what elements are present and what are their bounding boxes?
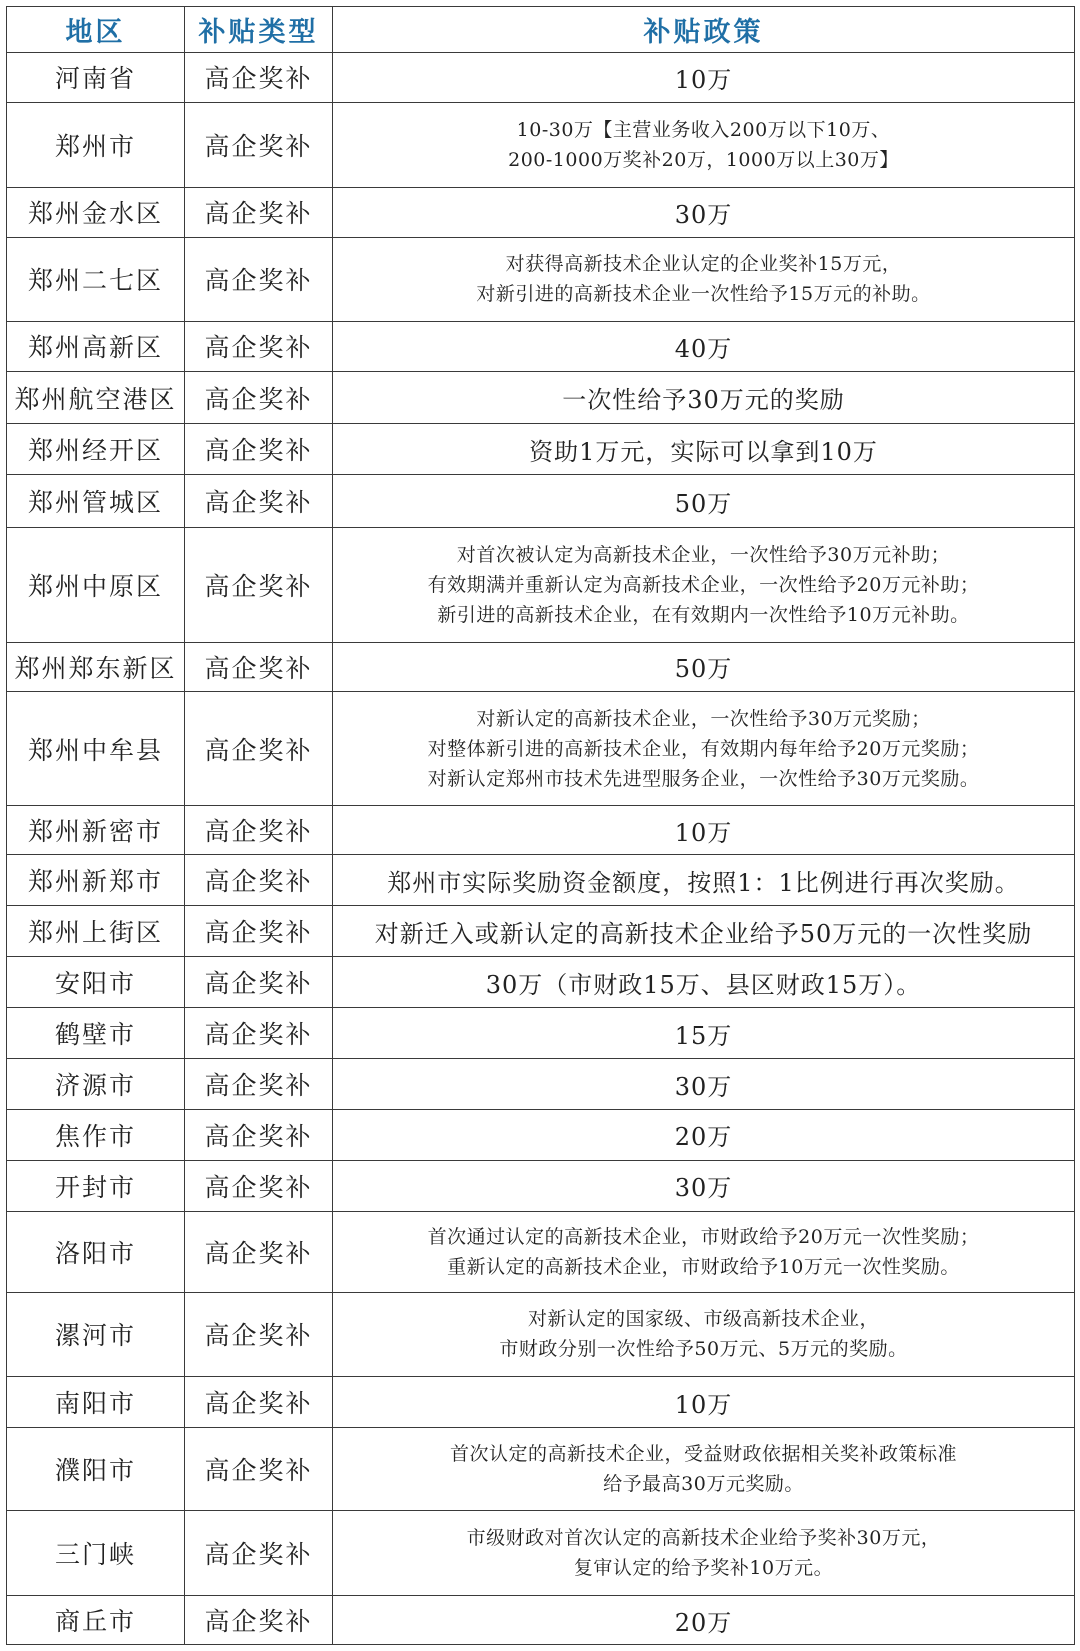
policy-cell [333,424,1075,475]
subsidy-type-cell: 高企奖补 [185,1511,333,1596]
policy-line: 新引进的高新技术企业，在有效期内一次性给予10万元补助。 [437,604,970,627]
subsidy-type-cell: 高企奖补 [185,1596,333,1645]
table-row [7,1160,1075,1211]
table-row [7,643,1075,692]
policy-cell [333,1059,1075,1110]
policy-line: 30万 [674,1174,733,1203]
subsidy-type-cell: 高企奖补 [185,1211,333,1292]
policy-line: 50万 [674,489,733,518]
region-cell: 郑州管城区 [7,475,185,528]
subsidy-type-cell: 高企奖补 [185,643,333,692]
policy-cell [333,237,1075,321]
table-row [7,906,1075,957]
subsidy-type-cell: 高企奖补 [185,906,333,957]
policy-line: 10万 [674,818,733,847]
region-cell: 南阳市 [7,1377,185,1428]
table-row [7,806,1075,855]
policy-line: 一次性给予30万元的奖励 [562,386,845,415]
policy-cell [333,691,1075,806]
table-row [7,957,1075,1008]
subsidy-type-cell: 高企奖补 [185,528,333,643]
subsidy-type-cell: 高企奖补 [185,372,333,424]
table-row [7,321,1075,372]
region-cell: 漯河市 [7,1292,185,1377]
subsidy-type-cell: 高企奖补 [185,1377,333,1428]
table-row [7,187,1075,237]
region-cell: 洛阳市 [7,1211,185,1292]
subsidy-type-cell: 高企奖补 [185,187,333,237]
region-cell: 焦作市 [7,1109,185,1160]
policy-cell [333,1292,1075,1377]
table-row [7,53,1075,103]
subsidy-type-cell: 高企奖补 [185,1160,333,1211]
policy-cell [333,855,1075,906]
policy-line: 200-1000万奖补20万，1000万以上30万】 [508,148,899,171]
policy-line: 对获得高新技术企业认定的企业奖补15万元， [505,253,902,276]
region-cell: 河南省 [7,53,185,103]
policy-cell [333,1377,1075,1428]
policy-line: 复审认定的给予奖补10万元。 [573,1557,834,1580]
policy-cell [333,528,1075,643]
policy-line: 30万（市财政15万、县区财政15万）。 [485,970,922,999]
policy-line: 市财政分别一次性给予50万元、5万元的奖励。 [499,1338,908,1361]
subsidy-type-cell: 高企奖补 [185,691,333,806]
region-cell: 郑州经开区 [7,424,185,475]
policy-line: 20万 [674,1123,733,1152]
subsidy-type-cell: 高企奖补 [185,806,333,855]
policy-cell [333,1109,1075,1160]
table-row [7,691,1075,806]
table-row [7,1511,1075,1596]
policy-line: 对新认定的高新技术企业，一次性给予30万元奖励； [476,707,931,730]
table-row [7,1008,1075,1059]
policy-line: 对整体新引进的高新技术企业，有效期内每年给予20万元奖励； [427,737,980,760]
policy-line: 首次通过认定的高新技术企业，市财政给予20万元一次性奖励； [427,1225,980,1248]
region-cell: 濮阳市 [7,1428,185,1511]
policy-line: 有效期满并重新认定为高新技术企业，一次性给予20万元补助； [427,574,980,597]
policy-line: 重新认定的高新技术企业，市财政给予10万元一次性奖励。 [447,1255,960,1278]
subsidy-type-cell: 高企奖补 [185,102,333,187]
policy-cell [333,321,1075,372]
policy-line: 对新迁入或新认定的高新技术企业给予50万元的一次性奖励 [374,919,1033,948]
policy-cell [333,1596,1075,1645]
policy-cell [333,372,1075,424]
policy-cell [333,1211,1075,1292]
policy-line: 对首次被认定为高新技术企业，一次性给予30万元补助； [456,544,951,567]
region-cell: 郑州上街区 [7,906,185,957]
header-policy: 补贴政策 [333,7,1075,53]
policy-line: 对新引进的高新技术企业一次性给予15万元的补助。 [476,283,931,306]
region-cell: 郑州航空港区 [7,372,185,424]
region-cell: 郑州郑东新区 [7,643,185,692]
policy-cell [333,1428,1075,1511]
header-type: 补贴类型 [185,7,333,53]
table-row [7,855,1075,906]
policy-cell [333,957,1075,1008]
policy-cell [333,906,1075,957]
table-row [7,1377,1075,1428]
policy-cell [333,102,1075,187]
region-cell: 郑州新郑市 [7,855,185,906]
policy-cell [333,475,1075,528]
header-region: 地区 [7,7,185,53]
region-cell: 三门峡 [7,1511,185,1596]
subsidy-type-cell: 高企奖补 [185,1428,333,1511]
region-cell: 郑州二七区 [7,237,185,321]
policy-line: 对新认定的国家级、市级高新技术企业， [527,1308,879,1331]
region-cell: 郑州中牟县 [7,691,185,806]
table-row [7,475,1075,528]
region-cell: 安阳市 [7,957,185,1008]
region-cell: 郑州金水区 [7,187,185,237]
table-row [7,102,1075,187]
subsidy-type-cell: 高企奖补 [185,1008,333,1059]
policy-line: 15万 [674,1021,733,1050]
policy-line: 给予最高30万元奖励。 [603,1473,804,1496]
region-cell: 郑州市 [7,102,185,187]
region-cell: 郑州新密市 [7,806,185,855]
subsidy-type-cell: 高企奖补 [185,237,333,321]
subsidy-type-cell: 高企奖补 [185,475,333,528]
region-cell: 鹤壁市 [7,1008,185,1059]
table-row [7,424,1075,475]
policy-cell [333,643,1075,692]
table-row [7,1428,1075,1511]
policy-cell [333,1511,1075,1596]
table-row [7,372,1075,424]
table-row [7,1596,1075,1645]
table-row [7,1292,1075,1377]
subsidy-type-cell: 高企奖补 [185,1109,333,1160]
policy-line: 首次认定的高新技术企业，受益财政依据相关奖补政策标准 [449,1443,957,1466]
table-row [7,1109,1075,1160]
policy-line: 30万 [674,1072,733,1101]
subsidy-type-cell: 高企奖补 [185,53,333,103]
policy-cell [333,1160,1075,1211]
policy-cell [333,806,1075,855]
region-cell: 郑州中原区 [7,528,185,643]
subsidy-type-cell: 高企奖补 [185,855,333,906]
table-row [7,1059,1075,1110]
region-cell: 开封市 [7,1160,185,1211]
policy-line: 对新认定郑州市技术先进型服务企业，一次性给予30万元奖励。 [427,767,980,790]
region-cell: 商丘市 [7,1596,185,1645]
policy-cell [333,1008,1075,1059]
region-cell: 郑州高新区 [7,321,185,372]
subsidy-type-cell: 高企奖补 [185,424,333,475]
policy-line: 10-30万【主营业务收入200万以下10万、 [516,118,891,141]
table-row [7,528,1075,643]
policy-line: 30万 [674,200,733,229]
region-cell: 济源市 [7,1059,185,1110]
subsidy-type-cell: 高企奖补 [185,1059,333,1110]
header-row [7,7,1075,53]
table-body [7,53,1075,1645]
policy-cell [333,53,1075,103]
policy-line: 10万 [674,1390,733,1419]
subsidy-type-cell: 高企奖补 [185,1292,333,1377]
table-row [7,237,1075,321]
policy-line: 资助1万元，实际可以拿到10万 [529,437,878,466]
subsidy-type-cell: 高企奖补 [185,957,333,1008]
subsidy-type-cell: 高企奖补 [185,321,333,372]
policy-line: 郑州市实际奖励资金额度，按照1：1比例进行再次奖励。 [387,868,1020,897]
policy-line: 10万 [674,65,733,94]
subsidy-table [6,6,1075,1645]
policy-line: 20万 [674,1608,733,1637]
policy-line: 50万 [674,655,733,684]
table-row [7,1211,1075,1292]
policy-line: 40万 [674,334,733,363]
policy-cell [333,187,1075,237]
policy-line: 市级财政对首次认定的高新技术企业给予奖补30万元， [466,1527,941,1550]
